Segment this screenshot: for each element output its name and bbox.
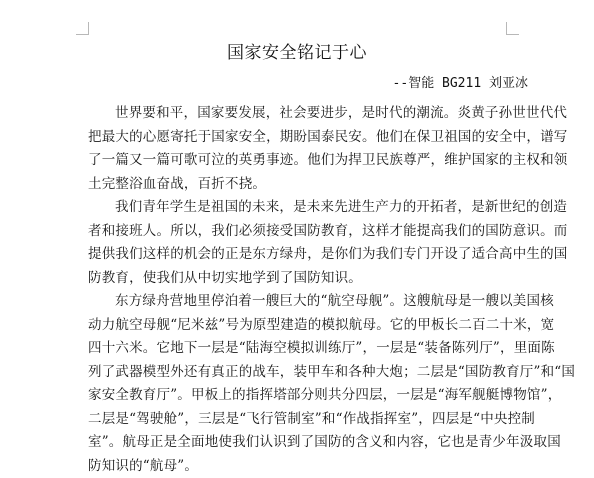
paragraph-line: 动力航空母舰“尼米兹”号为原型建造的模拟航母。它的甲板长二百二十米，宽 [88,314,528,338]
paragraph-line: 我们青年学生是祖国的未来，是未来先进生产力的开拓者，是新世纪的创造 [88,196,528,220]
paragraph-line: 列了武器模型外还有真正的战车，装甲车和各种大炮；二层是“国防教育厅”和“国 [88,361,528,385]
paragraph-2 [88,196,528,290]
paragraph-line: 世界要和平，国家要发展，社会要进步，是时代的潮流。炎黄子孙世世代代 [88,102,528,126]
paragraph-line: 四十六米。它地下一层是“陆海空模拟训练厅”，一层是“装备陈列厅”，里面陈 [88,337,528,361]
paragraph-line: 土完整浴血奋战，百折不挠。 [88,173,528,197]
paragraph-line: 防教育，使我们从中切实地学到了国防知识。 [88,267,528,291]
crop-mark-top-right [506,22,519,35]
author-byline: --智能 BG211 刘亚冰 [393,75,528,93]
paragraph-line: 把最大的心愿寄托于国家安全，期盼国泰民安。他们在保卫祖国的安全中，谱写 [88,126,528,150]
paragraph-line: 二层是“驾驶舱”，三层是“飞行管制室”和“作战指挥室”，四层是“中央控制 [88,408,528,432]
paragraph-line: 防知识的“航母”。 [88,455,528,478]
crop-mark-top-left [76,22,89,35]
document-title: 国家安全铭记于心 [0,42,594,64]
paragraph-1 [88,102,528,196]
paragraph-line: 了一篇又一篇可歌可泣的英勇事迹。他们为捍卫民族尊严，维护国家的主权和领 [88,149,528,173]
paragraph-3 [88,290,528,478]
paragraph-line: 者和接班人。所以，我们必须接受国防教育，这样才能提高我们的国防意识。而 [88,220,528,244]
paragraph-line: 家安全教育厅”。甲板上的指挥塔部分则共分四层，一层是“海军舰艇博物馆”， [88,384,528,408]
paragraph-line: 室”。航母正是全面地使我们认识到了国防的含义和内容，它也是青少年汲取国 [88,431,528,455]
paragraph-line: 东方绿舟营地里停泊着一艘巨大的“航空母舰”。这艘航母是一艘以美国核 [88,290,528,314]
paragraph-line: 提供我们这样的机会的正是东方绿舟，是你们为我们专门开设了适合高中生的国 [88,243,528,267]
